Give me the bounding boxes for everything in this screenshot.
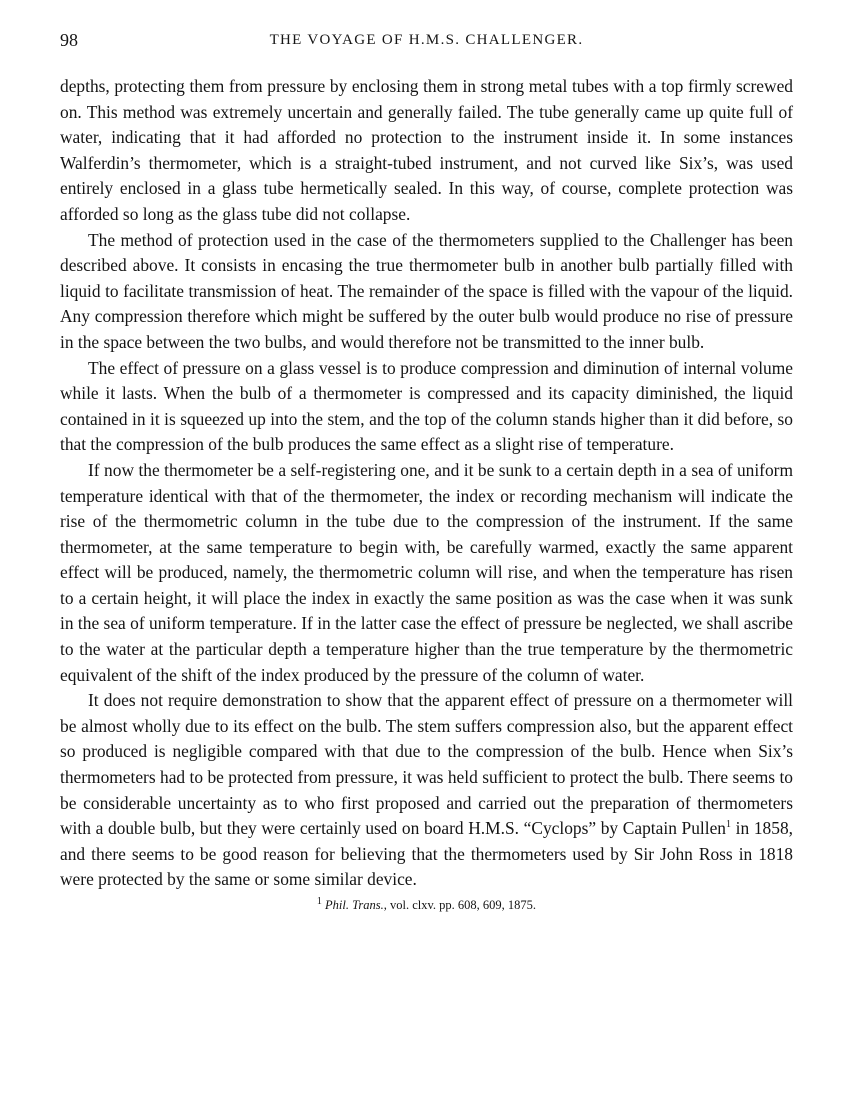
paragraph-text-before-footnote: It does not require demonstration to show that the apparent effect of pressure on a thermometer will be almost wholly due to its effect on the bulb. The stem suffers compression also, but the apparent effect so produced is negligible compared with that due to the compression of the bulb. Hence when Six’s thermometers had to be protected from pressure, it was held sufficient to protect the bulb. There seems to be considerable uncertainty as to who first proposed and carried out the preparation of thermometers with a double bulb, but they were certainly used on board H.M.S. “Cyclops” by Captain Pullen	[60, 690, 793, 839]
document-page	[60, 30, 793, 913]
footnote-mark: 1	[316, 895, 322, 907]
running-title: THE VOYAGE OF H.M.S. CHALLENGER.	[269, 32, 584, 48]
page-number: 98	[60, 30, 78, 50]
body-text	[60, 74, 793, 893]
page-header	[60, 30, 793, 56]
footnote-source: Phil. Trans.	[325, 898, 384, 912]
paragraph-continued: depths, protecting them from pressure by enclosing them in strong metal tubes with a top firmly screwed on. This method was extremely uncertain and generally failed. The tube generally came up quite full of water, indicating that it had afforded no protection to the instrument inside it. In some instances Walferdin’s thermometer, which is a straight-tubed instrument, and not curved like Six’s, was used entirely enclosed in a glass tube hermetically sealed. In this way, of course, complete protection was afforded so long as the glass tube did not collapse.	[60, 76, 793, 224]
footnote-reference-mark: 1	[726, 819, 731, 831]
paragraph-text-after-footnote: in 1858, and there seems to be good reason for believing that the thermometers used by Sir John Ross in 1818 were protected by the same or some similar device.	[60, 818, 793, 890]
paragraph-double-bulb	[60, 688, 793, 893]
footnote	[60, 897, 793, 913]
paragraph-pressure-effect: The effect of pressure on a glass vessel is to produce compression and diminution of internal volume while it lasts. When the bulb of a thermometer is compressed and its capacity diminished, the liquid contained in it is squeezed up into the stem, and the top of the column stands higher than it did before, so that the compression of the bulb produces the same effect as a slight rise of temperature.	[60, 357, 793, 455]
footnote-citation: , vol. clxv. pp. 608, 609, 1875.	[383, 898, 537, 912]
paragraph-self-registering: If now the thermometer be a self-registering one, and it be sunk to a certain depth in a sea of uniform temperature identical with that of the thermometer, the index or recording mechanism will indicate the rise of the thermometric column in the tube due to the compression of the instrument. If the same thermometer, at the same temperature to begin with, be carefully warmed, exactly the same apparent effect will be produced, namely, the thermometric column will rise, and when the temperature has risen to a certain height, it will place the index in exactly the same position as was the case when it was sunk in the sea of uniform temperature. If in the latter case the effect of pressure be neglected, we shall ascribe to the water at the particular depth a temperature higher than the true temperature by the thermometric equivalent of the shift of the index produced by the pressure of the column of water.	[60, 459, 793, 685]
paragraph-protection-method: The method of protection used in the case of the thermometers supplied to the Challenger has been described above. It consists in encasing the true thermometer bulb in another bulb partially filled with liquid to facilitate transmission of heat. The remainder of the space is filled with the vapour of the liquid. Any compression therefore which might be suffered by the outer bulb would produce no rise of pressure in the space between the two bulbs, and would therefore not be transmitted to the inner bulb.	[60, 229, 793, 352]
